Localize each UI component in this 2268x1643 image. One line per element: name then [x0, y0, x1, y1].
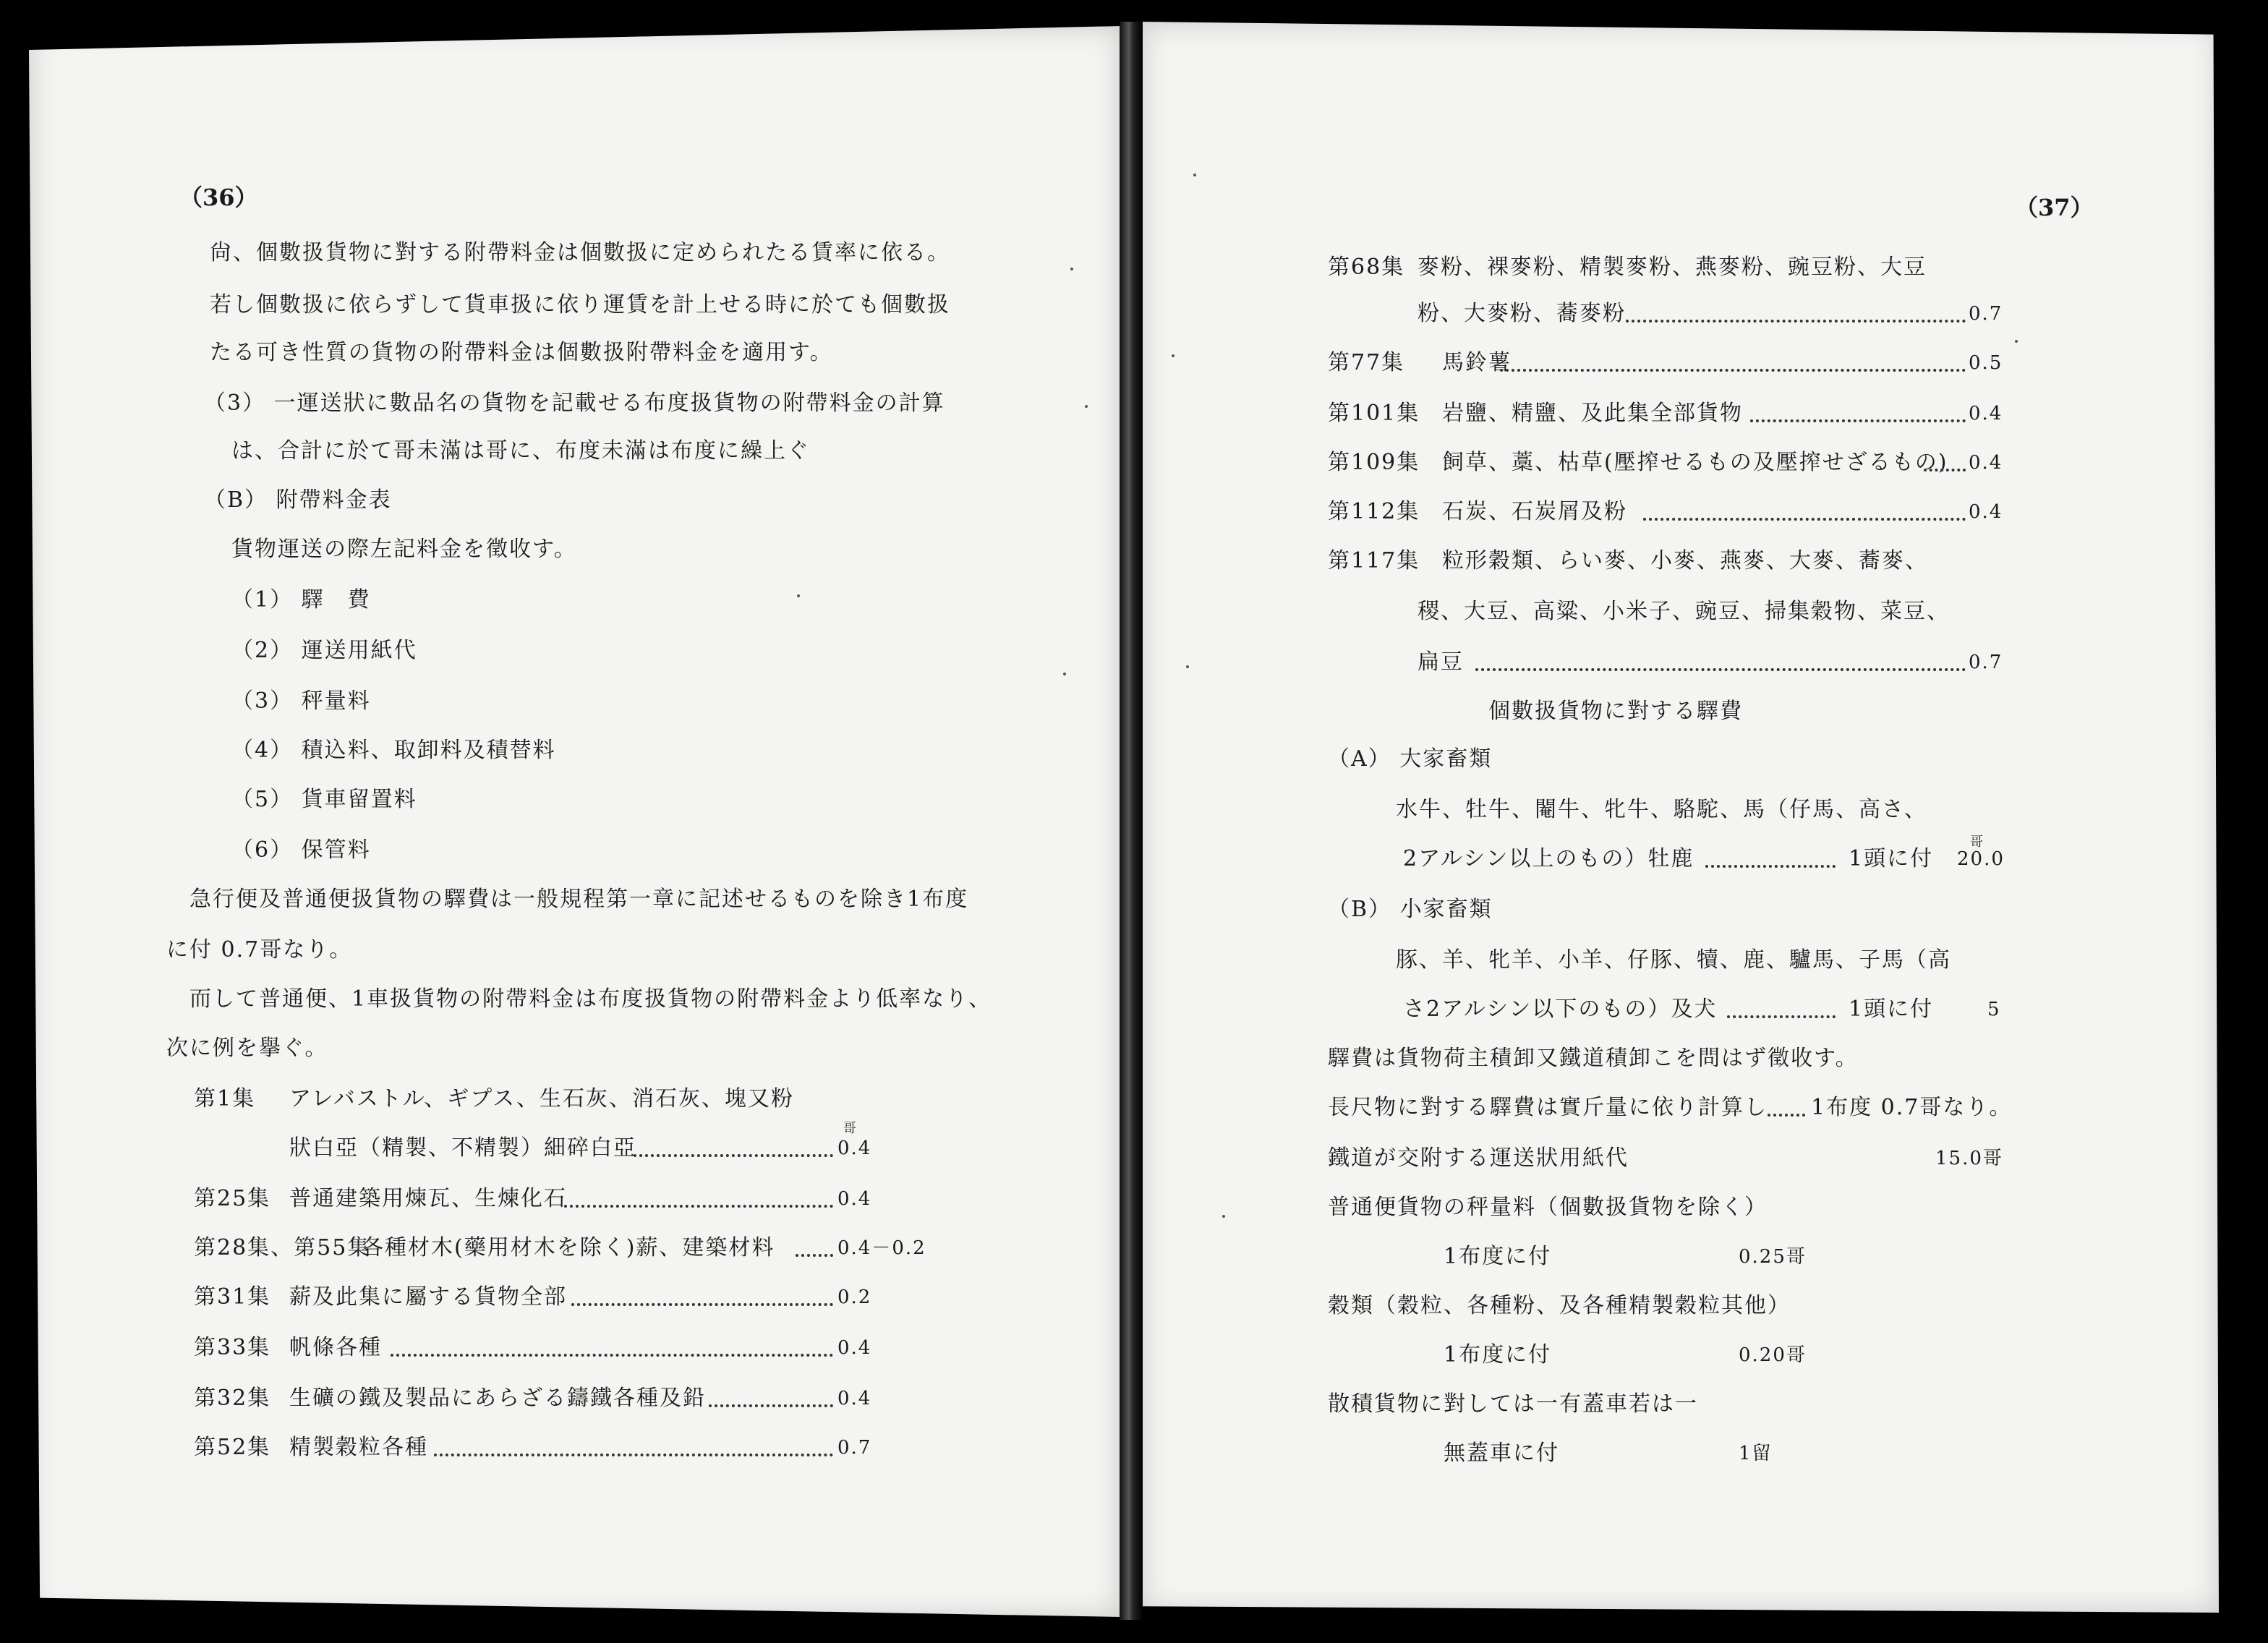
entry-text: 馬鈴薯 — [1442, 350, 1512, 375]
entry-value: 0.7 — [1969, 303, 2003, 325]
entry-text: 各種材木(藥用材木を除く)薪、建築材料 — [362, 1235, 775, 1260]
book-gutter — [1120, 22, 1143, 1620]
scan-speck — [1222, 1215, 1225, 1218]
scan-speck — [1186, 665, 1189, 668]
entry-code: 第25集 — [194, 1186, 271, 1211]
entry-value: 1留 — [1739, 1443, 1773, 1464]
scan-speck — [2015, 340, 2018, 343]
dot-leader — [434, 1454, 833, 1456]
entry-value: 5 — [1987, 999, 2001, 1020]
entry-value: 0.7 — [837, 1437, 872, 1459]
category-label: （A） 大家畜類 — [1328, 746, 1493, 772]
list-item: （6） 保管料 — [231, 837, 371, 863]
paragraph-line: 鐵道が交附する運送狀用紙代 — [1328, 1145, 1629, 1171]
paragraph-line: 2アルシン以上のもの）牡鹿 — [1403, 846, 1694, 871]
paragraph-line: は、合計に於て哥未滿は哥に、布度未滿は布度に繰上ぐ — [231, 438, 810, 464]
paragraph-line: 次に例を擧ぐ。 — [166, 1036, 328, 1061]
entry-text: 普通建築用煉瓦、生煉化石 — [289, 1186, 567, 1211]
entry-value: 0.4－0.2 — [837, 1237, 926, 1259]
entry-code: 第117集 — [1328, 548, 1420, 573]
paragraph-line: 尙、個數扱貨物に對する附帶料金は個數扱に定められたる賃率に依る。 — [210, 240, 950, 265]
page-number-right: （37） — [2015, 194, 2094, 221]
list-item: （4） 積込料、取卸料及積替料 — [231, 738, 556, 763]
dot-leader — [1500, 369, 1966, 372]
entry-text: アレバストル、ギプス、生石灰、消石灰、塊又粉 — [289, 1086, 794, 1111]
dot-leader — [1705, 865, 1836, 868]
entry-code: 第33集 — [194, 1335, 271, 1360]
list-item: （5） 貨車留置料 — [231, 787, 417, 812]
entry-value: 0.4 — [1969, 501, 2003, 523]
dot-leader — [1768, 1114, 1805, 1117]
per-unit-label: 1布度に付 — [1444, 1342, 1552, 1367]
entry-value: 15.0哥 — [1935, 1148, 2003, 1169]
paragraph-line: 豚、羊、牝羊、小羊、仔豚、犢、鹿、驢馬、子馬（高 — [1396, 947, 1951, 973]
entry-value: 20.0 — [1957, 848, 2005, 870]
paragraph-line: 1布度 0.7哥なり。 — [1811, 1095, 2013, 1120]
paragraph-line: （3） 一運送狀に數品名の貨物を記載せる布度扱貨物の附帶料金の計算 — [204, 391, 945, 416]
entry-text: 石炭、石炭屑及粉 — [1442, 499, 1627, 524]
list-item: （1） 驛 費 — [231, 587, 371, 613]
dot-leader — [709, 1404, 833, 1407]
dot-leader — [1750, 419, 1966, 422]
paragraph-line: 長尺物に對する驛費は實斤量に依り計算し — [1328, 1095, 1768, 1120]
scan-speck — [1193, 174, 1196, 176]
entry-value: 0.4 — [837, 1337, 872, 1359]
entry-code: 第1集 — [194, 1086, 256, 1111]
entry-text: 飼草、藁、枯草(壓搾せるもの及壓搾せざるもの) — [1442, 450, 1948, 475]
entry-text: 粉、大麥粉、蕎麥粉 — [1418, 301, 1626, 326]
entry-code: 第77集 — [1328, 350, 1405, 375]
paragraph-line: 穀類（穀粒、各種粉、及各種精製穀粒其他） — [1328, 1293, 1791, 1318]
scan-speck — [1085, 405, 1088, 408]
dot-leader — [391, 1354, 833, 1357]
entry-code: 第101集 — [1328, 401, 1420, 426]
paragraph-line: 水牛、牡牛、閹牛、牝牛、駱駝、馬（仔馬、高さ、 — [1396, 797, 1927, 822]
entry-code: 第31集 — [194, 1284, 271, 1310]
entry-value: 0.5 — [1969, 352, 2003, 374]
per-unit-label: 1布度に付 — [1444, 1244, 1552, 1269]
page-number-left: （36） — [179, 184, 258, 211]
paragraph-line: 而して普通便、1車扱貨物の附帶料金は布度扱貨物の附帶料金より低率なり、 — [189, 986, 992, 1012]
paragraph-line: さ2アルシン以下のもの）及犬 — [1403, 997, 1718, 1022]
dot-leader — [564, 1205, 833, 1208]
paragraph-line: 驛費は貨物荷主積卸又鐵道積卸こを問はず徵收す。 — [1328, 1046, 1859, 1071]
dot-leader — [571, 1303, 833, 1306]
entry-value: 0.2 — [837, 1286, 872, 1308]
dot-leader — [796, 1254, 833, 1257]
scan-speck — [797, 594, 800, 597]
entry-value: 0.4 — [837, 1138, 872, 1159]
per-unit-label: 1頭に付 — [1849, 997, 1934, 1022]
category-label: （B） 小家畜類 — [1328, 897, 1493, 922]
dot-leader — [1727, 1015, 1836, 1018]
entry-code: 第28集、第55集 — [194, 1235, 371, 1260]
paragraph-line: 散積貨物に對しては一有蓋車若は一 — [1328, 1391, 1698, 1417]
entry-value: 0.25哥 — [1739, 1246, 1807, 1268]
dot-leader — [1643, 518, 1966, 521]
paragraph-line: に付 0.7哥なり。 — [166, 937, 353, 963]
dot-leader — [1626, 320, 1966, 323]
entry-value: 0.4 — [1969, 403, 2003, 424]
entry-text: 狀白亞（精製、不精製）細碎白亞 — [289, 1135, 636, 1161]
entry-text: 麥粉、裸麥粉、精製麥粉、燕麥粉、豌豆粉、大豆 — [1418, 255, 1927, 280]
unit-mark: 哥 — [1970, 835, 1983, 850]
entry-text: 稷、大豆、高粱、小米子、豌豆、掃集穀物、菜豆、 — [1418, 599, 1950, 624]
paragraph-line: たる可き性質の貨物の附帶料金は個數扱附帶料金を適用す。 — [210, 340, 833, 365]
unit-mark: 哥 — [843, 1121, 856, 1136]
scan-speck — [1172, 354, 1174, 357]
entry-text: 扁豆 — [1418, 649, 1464, 675]
entry-value: 0.4 — [837, 1388, 872, 1409]
entry-code: 第109集 — [1328, 450, 1420, 475]
entry-text: 帆條各種 — [289, 1335, 382, 1360]
entry-value: 0.4 — [837, 1188, 872, 1210]
section-heading: （B） 附帶料金表 — [204, 487, 392, 513]
list-item: （3） 秤量料 — [231, 688, 371, 714]
per-unit-label: 1頭に付 — [1849, 846, 1934, 871]
entry-text: 岩鹽、精鹽、及此集全部貨物 — [1442, 401, 1743, 426]
paragraph-line: 貨物運送の際左記料金を徵收す。 — [231, 537, 577, 562]
scan-speck — [1063, 673, 1066, 675]
entry-value: 0.7 — [1969, 652, 2003, 673]
paragraph-line: 普通便貨物の秤量料（個數扱貨物を除く） — [1328, 1195, 1768, 1220]
dot-leader — [1475, 668, 1966, 671]
dot-leader — [1924, 469, 1966, 471]
paragraph-line: 急行便及普通便扱貨物の驛費は一般規程第一章に記述せるものを除き1布度 — [189, 887, 969, 912]
paragraph-line: 若し個數扱に依らずして貨車扱に依り運賃を計上せる時に於ても個數扱 — [210, 292, 950, 317]
entry-code: 第52集 — [194, 1435, 271, 1460]
entry-text: 精製穀粒各種 — [289, 1435, 428, 1460]
entry-value: 0.4 — [1969, 452, 2003, 474]
dot-leader — [634, 1154, 833, 1157]
entry-text: 生礦の鐵及製品にあらざる鑄鐵各種及鉛 — [289, 1386, 706, 1411]
entry-text: 薪及此集に屬する貨物全部 — [289, 1284, 567, 1310]
section-heading: 個數扱貨物に對する驛費 — [1488, 699, 1743, 724]
scan-speck — [1070, 268, 1073, 270]
entry-code: 第68集 — [1328, 255, 1405, 280]
entry-text: 粒形穀類、らい麥、小麥、燕麥、大麥、蕎麥、 — [1442, 548, 1928, 573]
entry-code: 第32集 — [194, 1386, 271, 1411]
entry-value: 0.20哥 — [1739, 1344, 1807, 1366]
per-unit-label: 無蓋車に付 — [1444, 1441, 1559, 1466]
entry-code: 第112集 — [1328, 499, 1420, 524]
list-item: （2） 運送用紙代 — [231, 638, 417, 663]
